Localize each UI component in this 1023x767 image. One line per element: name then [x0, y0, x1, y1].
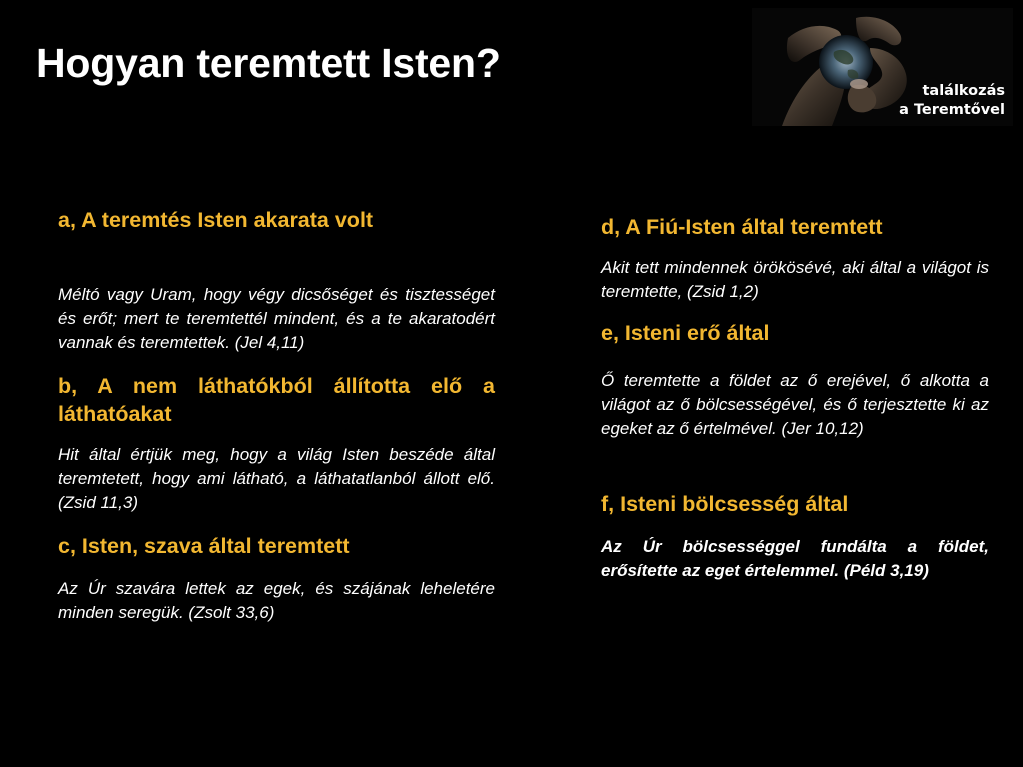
section-heading-e: e, Isteni erő által	[601, 321, 770, 345]
section-heading-a: a, A teremtés Isten akarata volt	[58, 208, 374, 232]
section-heading-d: d, A Fiú-Isten által teremtett	[601, 215, 883, 239]
logo	[752, 8, 1013, 126]
section-heading-c: c, Isten, szava által teremtett	[58, 534, 350, 558]
logo-line-1: találkozás	[922, 83, 1005, 99]
logo-line-2: a Teremtővel	[899, 102, 1005, 118]
section-text-f: Az Úr bölcsességgel fundálta a földet, erősítette az eget értelemmel. (Péld 3,19)	[601, 537, 989, 580]
section-text-c: Az Úr szavára lettek az egek, és szájának leheletére minden seregük. (Zsolt 33,6)	[58, 579, 495, 622]
slide-title: Hogyan teremtett Isten?	[36, 40, 501, 86]
logo-text	[899, 82, 1005, 120]
section-text-e: Ő teremtette a földet az ő erejével, ő alkotta a világot az ő bölcsességével, és ő terjesztette ki az egeket az ő értelmével. (Jer 10,12)	[601, 371, 989, 438]
section-text-a: Méltó vagy Uram, hogy végy dicsőséget és tisztességet és erőt; mert te teremtettél mindent, és a te akaratodért vannak és teremtettek. (Jel 4,11)	[58, 285, 495, 352]
section-text-b: Hit által értjük meg, hogy a világ Isten beszéde által teremtetett, hogy ami látható, a láthatatlanból állott elő. (Zsid 11,3)	[58, 445, 495, 512]
section-text-d: Akit tett mindennek örökösévé, aki által a világot is teremtette, (Zsid 1,2)	[601, 258, 989, 301]
section-heading-f: f, Isteni bölcsesség által	[601, 492, 849, 516]
right-column	[601, 213, 989, 583]
section-heading-b: b, A nem láthatókból állította elő a láthatóakat	[58, 374, 495, 426]
left-column	[58, 206, 495, 625]
